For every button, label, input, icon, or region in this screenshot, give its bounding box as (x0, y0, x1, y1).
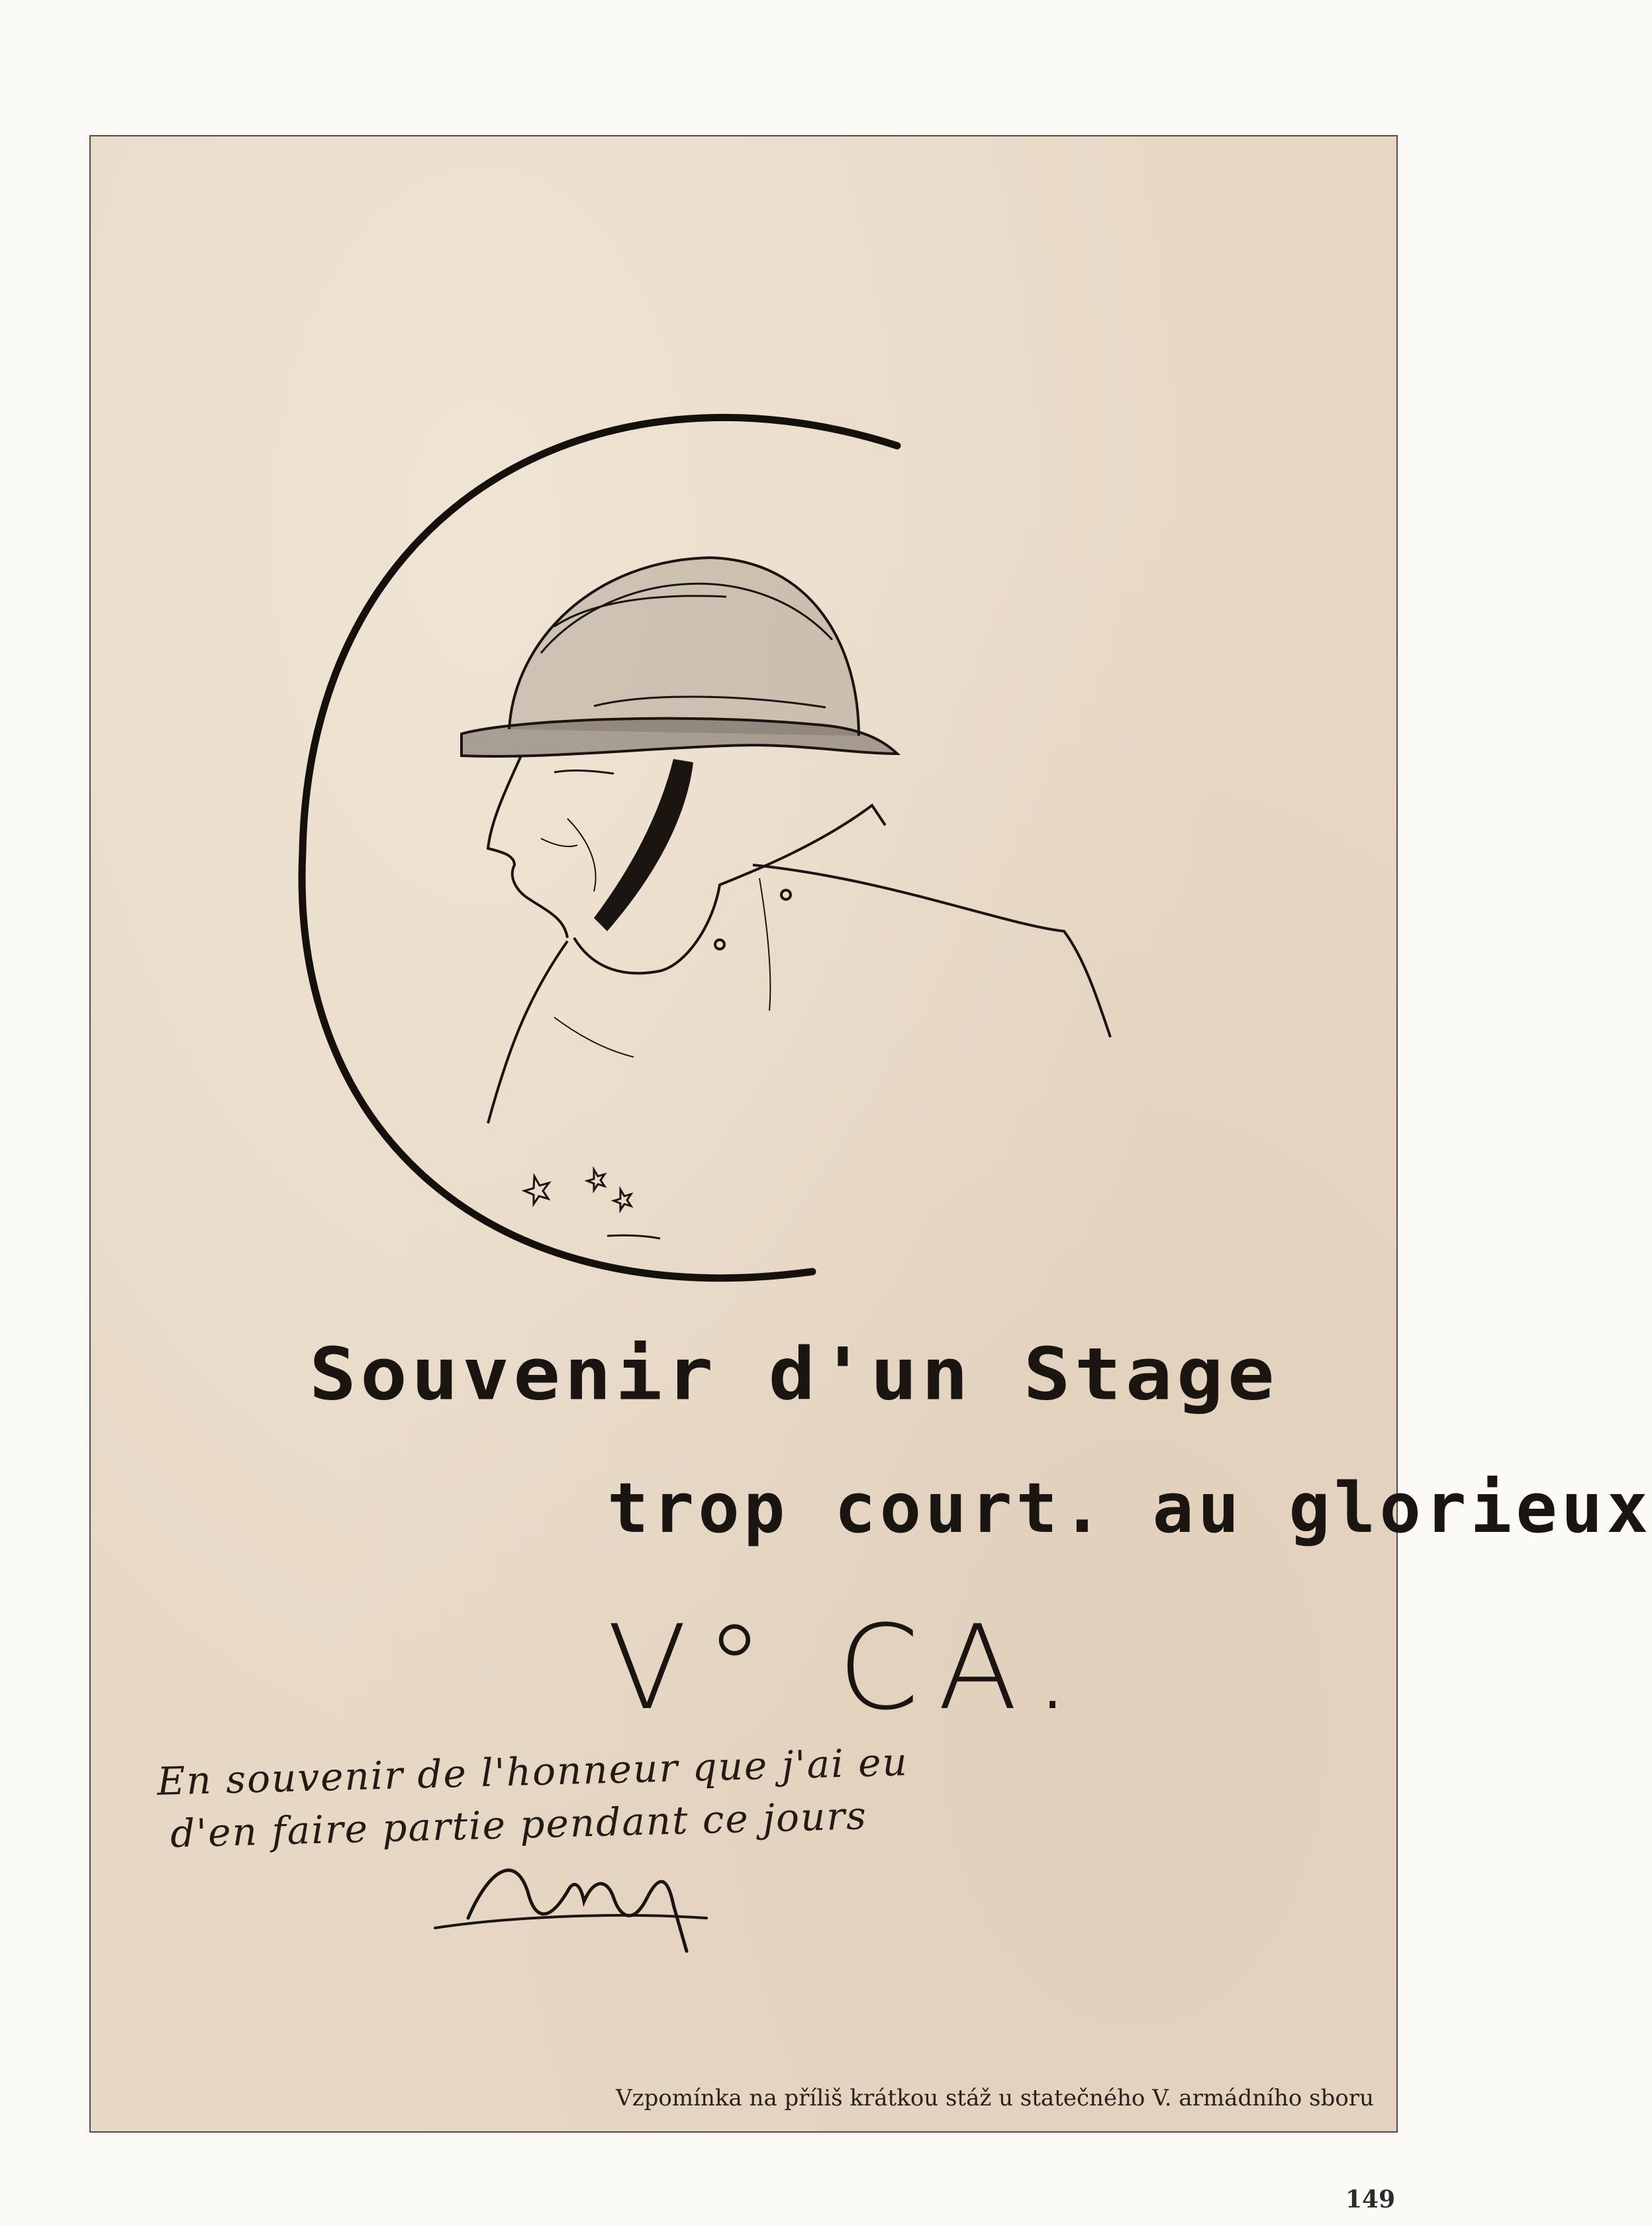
drawing-title-line-2: trop court. au glorieux (607, 1468, 1652, 1548)
drawing-title-line-1: Souvenir d'un Stage (309, 1332, 1279, 1417)
drawing-plate (89, 135, 1652, 2133)
coat (488, 805, 1110, 1123)
page-number: 149 (1345, 2186, 1396, 2213)
helmet (462, 558, 897, 756)
inscription-line-2: d'en faire partie pendant ce jours (170, 1793, 868, 1856)
collar-stars (524, 1170, 660, 1239)
chin-strap (594, 759, 693, 931)
image-caption: Vzpomínka na příliš krátkou stáž u statečného V. armádního sboru (616, 2085, 1374, 2111)
face-profile (488, 756, 614, 938)
signature-drawing (435, 1870, 706, 1951)
framing-arc (302, 417, 897, 1278)
drawing-title-line-3: V° CA. (607, 1600, 1090, 1736)
inscription-line-1: En souvenir de l'honneur que j'ai eu (156, 1739, 909, 1804)
